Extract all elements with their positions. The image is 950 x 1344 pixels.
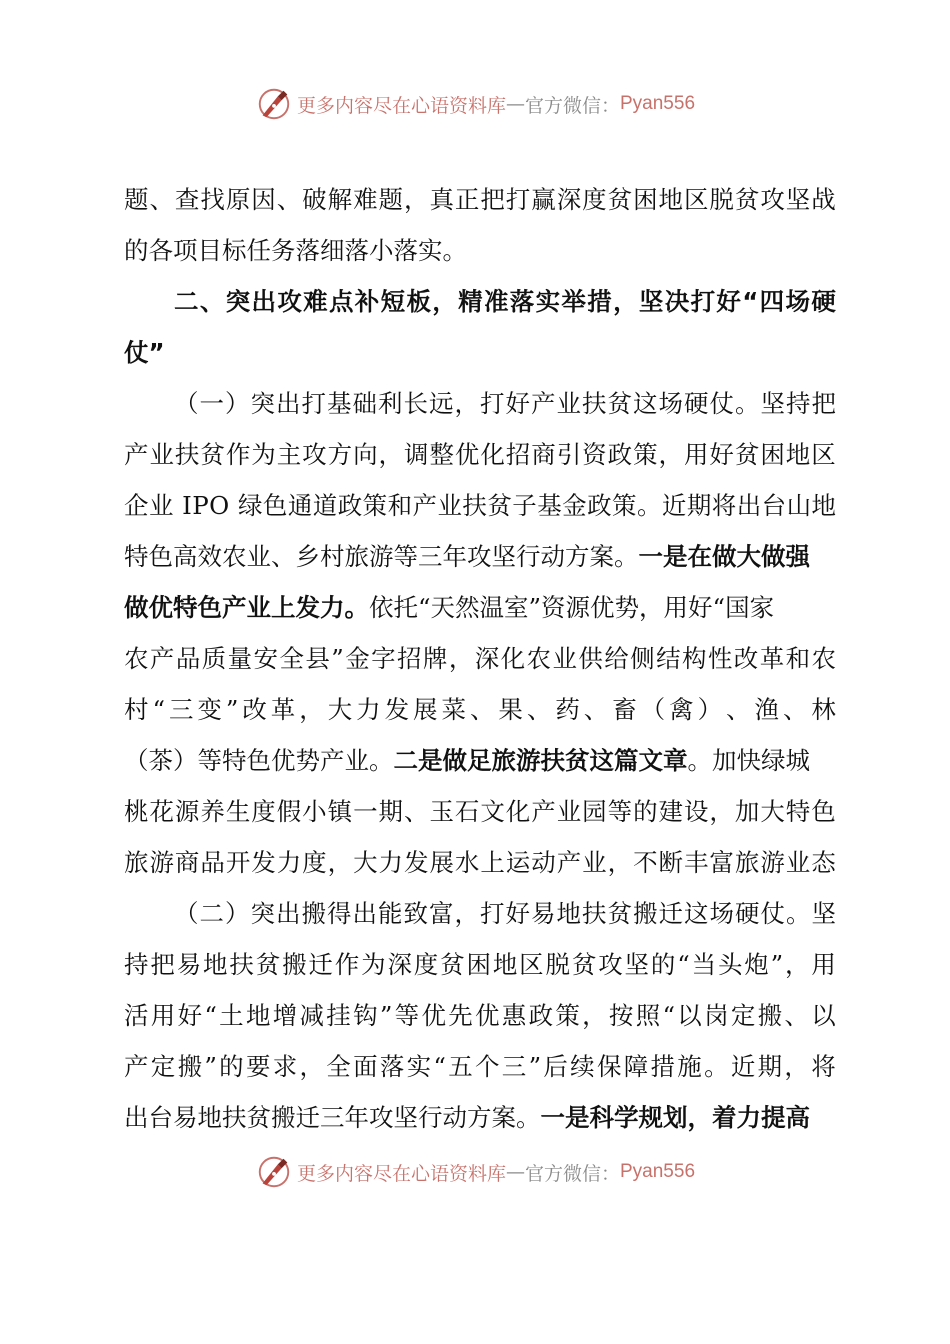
- text-line: [124, 939, 836, 990]
- line-text: 的各项目标任务落细落小落实。: [124, 236, 467, 265]
- pen-logo-icon: [255, 1153, 293, 1191]
- section-heading-continued: [124, 327, 836, 378]
- text-line: [124, 582, 836, 633]
- text-line: [124, 480, 836, 531]
- watermark-banner-bottom: [0, 1152, 950, 1192]
- heading-text: 仗”: [124, 338, 165, 367]
- bold-text: 一是科学规划，着力提高: [540, 1103, 810, 1132]
- line-text: 。加快绿城: [687, 746, 810, 775]
- line-text: （ 二 ） 突 出 搬 得 出 能 致 富 ， 打 好 易 地 扶 贫 搬 迁 这 场 硬 仗 。 坚: [174, 899, 836, 928]
- watermark-label: 官方微信：: [524, 94, 620, 117]
- line-text: （茶）等特色优势产业。: [124, 746, 394, 775]
- text-line: [124, 735, 836, 786]
- watermark-banner-top: [0, 84, 950, 124]
- watermark-wechat-id: Pyan556: [620, 93, 696, 114]
- text-line: [124, 837, 836, 888]
- text-line: [124, 684, 836, 735]
- text-line: [124, 225, 836, 276]
- line-text: 题 、 查 找 原 因 、 破 解 难 题 ， 真 正 把 打 赢 深 度 贫 困 地 区 脱 贫 攻 坚 战: [124, 185, 836, 214]
- text-line: [124, 1092, 836, 1143]
- watermark-brand-text: 更多内容尽在心语资料库: [296, 1162, 506, 1185]
- watermark-brand-text: 更多内容尽在心语资料库: [296, 94, 506, 117]
- text-line: [124, 786, 836, 837]
- document-body: [124, 174, 836, 1143]
- line-text: 特色高效农业、乡村旅游等三年攻坚行动方案。: [124, 542, 639, 571]
- heading-text: 二 、 突 出 攻 难 点 补 短 板 ， 精 准 落 实 举 措 ， 坚 决 打 好 “ 四 场 硬: [174, 287, 836, 316]
- watermark-dash: —: [505, 1161, 525, 1183]
- line-text: 出台易地扶贫搬迁三年攻坚行动方案。: [124, 1103, 541, 1132]
- text-line: [124, 633, 836, 684]
- watermark-wechat-id: Pyan556: [620, 1161, 696, 1182]
- text-line: [124, 531, 836, 582]
- text-line: [124, 990, 836, 1041]
- bold-text: 二是做足旅游扶贫这篇文章: [393, 746, 688, 775]
- line-text: （ 一 ） 突 出 打 基 础 利 长 远 ， 打 好 产 业 扶 贫 这 场 硬 仗 。 坚 持 把: [174, 389, 836, 418]
- text-line: [124, 1041, 836, 1092]
- paragraph-start-line: [124, 378, 836, 429]
- watermark-label: 官方微信：: [524, 1162, 620, 1185]
- paragraph-start-line: [124, 888, 836, 939]
- section-heading: [124, 276, 836, 327]
- text-line: [124, 174, 836, 225]
- bold-text: 做优特色产业上发力。: [124, 593, 369, 622]
- watermark-dash: —: [505, 93, 525, 115]
- line-text: 农 产 品 质 量 安 全 县 ” 金 字 招 牌 ， 深 化 农 业 供 给 侧 结 构 性 改 革 和 农: [124, 644, 836, 673]
- line-text: 依托“天然温室”资源优势，用好“国家: [369, 593, 775, 622]
- line-text: 产 业 扶 贫 作 为 主 攻 方 向 ， 调 整 优 化 招 商 引 资 政 策 ， 用 好 贫 困 地 区: [124, 440, 836, 469]
- line-text: 活 用 好 “ 土 地 增 减 挂 钩 ” 等 优 先 优 惠 政 策 ， 按 照 “ 以 岗 定 搬 、 以: [124, 1001, 836, 1030]
- bold-text: 一是在做大做强: [638, 542, 810, 571]
- line-text: 持 把 易 地 扶 贫 搬 迁 作 为 深 度 贫 困 地 区 脱 贫 攻 坚 的 “ 当 头 炮 ” ， 用: [124, 950, 836, 979]
- line-text: 桃 花 源 养 生 度 假 小 镇 一 期 、 玉 石 文 化 产 业 园 等 的 建 设 ， 加 大 特 色: [124, 797, 836, 826]
- line-text: 产 定 搬 ” 的 要 求 ， 全 面 落 实 “ 五 个 三 ” 后 续 保 障 措 施 。 近 期 ， 将: [124, 1052, 836, 1081]
- line-text: 村 “ 三 变 ” 改 革 ， 大 力 发 展 菜 、 果 、 药 、 畜 （ 禽 ） 、 渔 、 林: [124, 695, 836, 724]
- text-line: [124, 429, 836, 480]
- line-text: 旅 游 商 品 开 发 力 度 ， 大 力 发 展 水 上 运 动 产 业 ， 不 断 丰 富 旅 游 业 态: [124, 848, 836, 877]
- pen-logo-icon: [255, 85, 293, 123]
- line-text: 企 业 I P O 绿 色 通 道 政 策 和 产 业 扶 贫 子 基 金 政 策 。 近 期 将 出 台 山 地: [124, 491, 836, 520]
